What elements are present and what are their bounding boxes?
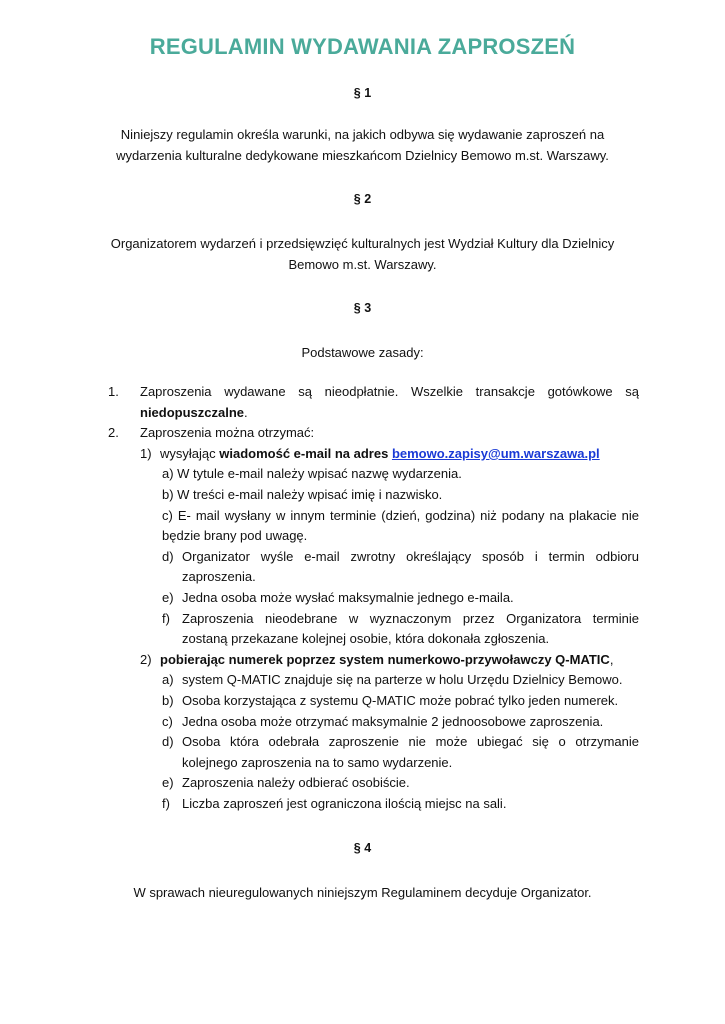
option-bold: wiadomość e-mail na adres	[219, 445, 392, 461]
sub-text: Jedna osoba może otrzymać maksymalnie 2 jednoosobowe zaproszenia.	[182, 713, 604, 729]
sub-number: a)	[162, 672, 174, 688]
section-2-heading: § 2	[353, 192, 372, 206]
option-number: 1)	[140, 445, 152, 461]
sub-text: Jedna osoba może wysłać maksymalnie jednego e-maila.	[182, 589, 514, 605]
sub-number: f)	[162, 795, 170, 811]
list-item	[162, 732, 639, 773]
section-1-text	[0, 124, 725, 166]
sub-number: b)	[162, 692, 174, 708]
sub-number: e)	[162, 589, 174, 605]
sub-number: c)	[162, 713, 173, 729]
list-item	[162, 773, 639, 794]
list-number: 2.	[108, 425, 119, 441]
section-2-line-2: Bemowo m.st. Warszawy.	[288, 257, 437, 272]
section-1-heading: § 1	[353, 86, 372, 100]
option-email-sub-c: c) E- mail wysłany w innym terminie (dzień, godzina) niż podany na plakacie nie będzie brany pod uwagę.	[162, 507, 639, 544]
list-item	[162, 691, 639, 712]
list-item-bold: niedopuszczalne	[140, 404, 245, 420]
list-item	[108, 382, 639, 423]
sub-text: Osoba korzystająca z systemu Q-MATIC może pobrać tylko jeden numerek.	[182, 692, 619, 708]
section-4-heading: § 4	[353, 841, 372, 855]
list-item	[162, 547, 639, 588]
section-3-intro: Podstawowe zasady:	[301, 345, 424, 360]
option-qmatic	[140, 650, 639, 671]
list-item	[162, 712, 639, 733]
document-title: REGULAMIN WYDAWANIA ZAPROSZEŃ	[149, 34, 576, 59]
list-item-tail: .	[244, 404, 248, 420]
section-1-line-1: Niniejszy regulamin określa warunki, na jakich odbywa się wydawanie zaproszeń na	[120, 127, 605, 142]
sub-number: d)	[162, 734, 174, 750]
list-item-text: Zaproszenia można otrzymać:	[140, 425, 315, 441]
email-link[interactable]: bemowo.zapisy@um.warszawa.pl	[391, 445, 600, 461]
list-item-text: Zaproszenia wydawane są nieodpłatnie. Wszelkie transakcje gotówkowe są	[140, 384, 639, 399]
sub-number: e)	[162, 775, 174, 791]
section-1-line-2: wydarzenia kulturalne dedykowane mieszkańcom Dzielnicy Bemowo m.st. Warszawy.	[116, 148, 609, 163]
option-email-sub-b: b) W treści e-mail należy wpisać imię i nazwisko.	[162, 486, 443, 502]
section-3-heading: § 3	[353, 301, 372, 315]
sub-text: Liczba zaproszeń jest ograniczona ilością miejsc na sali.	[182, 795, 507, 811]
sub-number: d)	[162, 548, 174, 564]
sub-text: Organizator wyśle e-mail zwrotny określający sposób i termin odbioru zaproszenia.	[182, 548, 639, 585]
sub-text: Zaproszenia nieodebrane w wyznaczonym przez Organizatora terminie zostaną przekazane kolejnej osobie, która dokonała zgłoszenia.	[182, 610, 639, 647]
list-item	[162, 670, 639, 691]
section-4-text: W sprawach nieuregulowanych niniejszym Regulaminem decyduje Organizator.	[133, 885, 592, 900]
sub-number: f)	[162, 610, 170, 626]
option-tail: ,	[609, 651, 614, 667]
list-item	[108, 423, 639, 444]
sub-text: system Q-MATIC znajduje się na parterze w holu Urzędu Dzielnicy Bemowo.	[182, 672, 623, 688]
sub-text: Zaproszenia należy odbierać osobiście.	[182, 775, 410, 791]
option-number: 2)	[140, 651, 152, 667]
option-email	[140, 444, 639, 465]
list-item	[162, 794, 639, 815]
sub-text: Osoba która odebrała zaproszenie nie może ubiegać się o otrzymanie kolejnego zaproszenia na to samo wydarzenie.	[182, 734, 639, 770]
rules-list	[108, 382, 639, 814]
section-2-line-1: Organizatorem wydarzeń i przedsięwzięć kulturalnych jest Wydział Kultury dla Dzielnicy	[110, 236, 615, 251]
section-2-text	[0, 233, 725, 275]
list-item	[162, 588, 639, 609]
option-email-sub-a: a) W tytule e-mail należy wpisać nazwę wydarzenia.	[162, 466, 462, 482]
option-text: wysyłając	[160, 445, 220, 461]
list-number: 1.	[108, 384, 119, 399]
option-bold: pobierając numerek poprzez system numerkowo-przywoławczy Q-MATIC	[160, 651, 610, 667]
list-item	[162, 609, 639, 650]
